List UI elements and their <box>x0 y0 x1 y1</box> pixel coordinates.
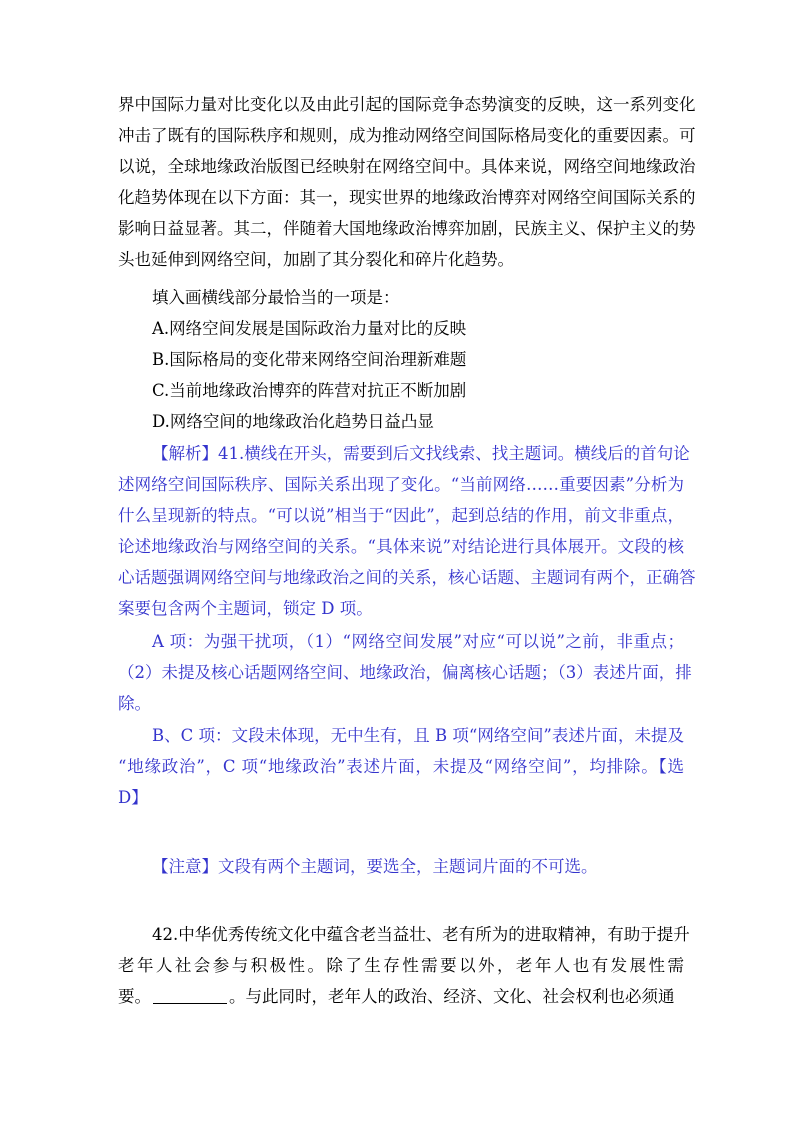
passage-line: 影响日益显著。其二，伴随着大国地缘政治博弈加剧，民族主义、保护主义的势 <box>118 219 696 238</box>
option-d: D.网络空间的地缘政治化趋势日益凸显 <box>152 412 434 431</box>
analysis-line: 什么呈现新的特点。“可以说”相当于“因此”，起到总结的作用，前文非重点， <box>118 506 684 525</box>
passage-line: 冲击了既有的国际秩序和规则，成为推动网络空间国际格局变化的重要因素。可 <box>118 126 696 145</box>
passage-line: 头也延伸到网络空间，加剧了其分裂化和碎片化趋势。 <box>118 250 514 269</box>
passage-line: 化趋势体现在以下方面：其一，现实世界的地缘政治博弈对网络空间国际关系的 <box>118 188 696 207</box>
analysis-line: 案要包含两个主题词，锁定 D 项。 <box>118 599 373 618</box>
analysis-line: 述网络空间国际秩序、国际关系出现了变化。“当前网络……重要因素”分析为 <box>118 475 684 494</box>
question-42-line: 42.中华优秀传统文化中蕴含老当益壮、老有所为的进取精神，有助于提升 <box>152 925 690 944</box>
analysis-note: 【注意】文段有两个主题词，要选全，主题词片面的不可选。 <box>152 857 598 876</box>
question-42-text-before-blank: 要。 <box>118 987 151 1006</box>
question-42-line-3 <box>118 982 675 1012</box>
question-42-text-after-blank: 。与此同时，老年人的政治、经济、文化、社会权利也必须通 <box>229 987 675 1006</box>
analysis-option-bc-line: “地缘政治”，C 项“地缘政治”表述片面，未提及“网络空间”，均排除。【选 <box>118 757 684 776</box>
option-b: B.国际格局的变化带来网络空间治理新难题 <box>152 350 467 369</box>
analysis-line: 论述地缘政治与网络空间的关系。“具体来说”对结论进行具体展开。文段的核 <box>118 537 684 556</box>
analysis-option-a-line: （2）未提及核心话题网络空间、地缘政治，偏离核心话题；（3）表述片面，排 <box>118 663 692 682</box>
analysis-line: 心话题强调网络空间与地缘政治之间的关系，核心话题、主题词有两个，正确答 <box>118 568 696 587</box>
analysis-option-a-line: A 项：为强干扰项，（1）“网络空间发展”对应“可以说”之前，非重点； <box>152 632 684 651</box>
analysis-line: 【解析】41.横线在开头，需要到后文找线索、找主题词。横线后的首句论 <box>152 444 690 463</box>
option-c: C.当前地缘政治博弈的阵营对抗正不断加剧 <box>152 381 467 400</box>
passage-line: 界中国际力量对比变化以及由此引起的国际竞争态势演变的反映，这一系列变化 <box>118 95 696 114</box>
answer-blank <box>153 985 227 1004</box>
option-a: A.网络空间发展是国际政治力量对比的反映 <box>152 319 467 338</box>
question-prompt: 填入画横线部分最恰当的一项是： <box>152 288 400 307</box>
analysis-option-bc-line: B、C 项：文段未体现，无中生有，且 B 项“网络空间”表述片面，未提及 <box>152 726 684 745</box>
passage-line: 以说，全球地缘政治版图已经映射在网络空间中。具体来说，网络空间地缘政治 <box>118 157 696 176</box>
question-42-line: 老年人社会参与积极性。除了生存性需要以外，老年人也有发展性需 <box>118 956 684 975</box>
analysis-option-bc-line: D】 <box>118 788 148 807</box>
analysis-option-a-line: 除。 <box>118 694 151 713</box>
